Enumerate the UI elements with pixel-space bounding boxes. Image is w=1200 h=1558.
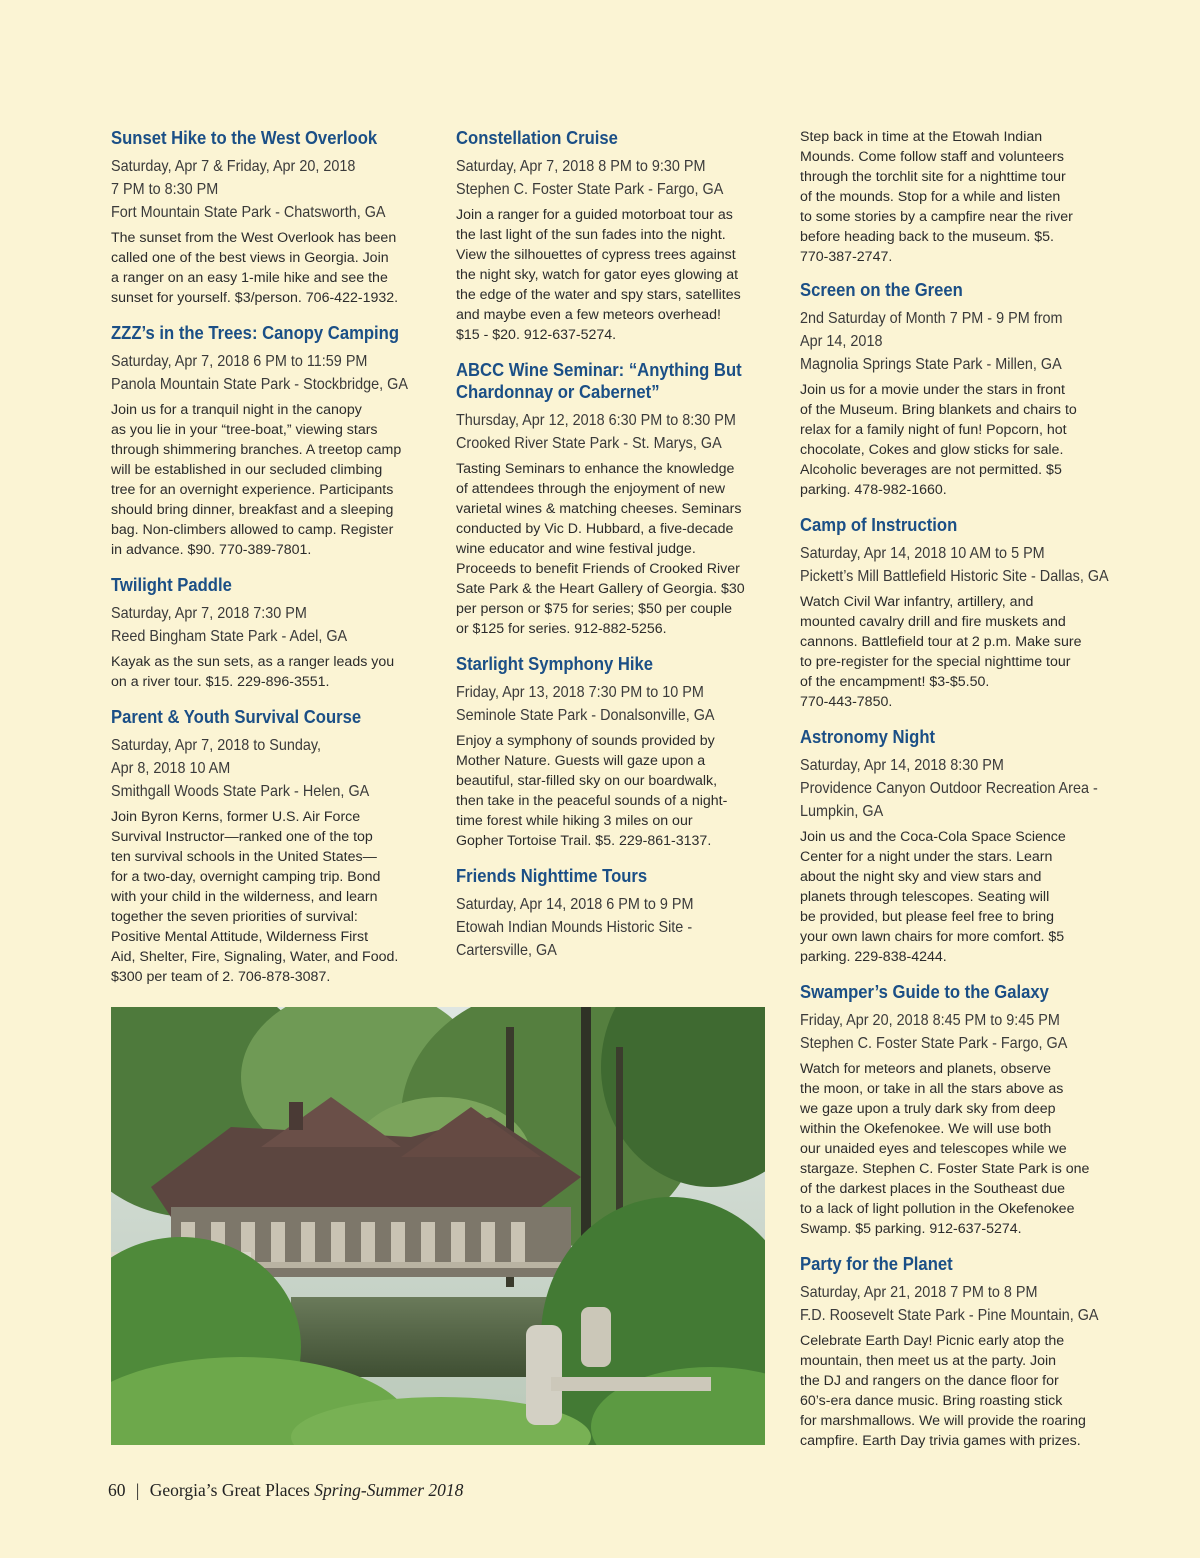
event-screen-on-green [800, 279, 1118, 500]
event-title: ZZZ’s in the Trees: Canopy Camping [111, 322, 400, 343]
event-canopy-camping [111, 322, 427, 560]
event-description: Celebrate Earth Day! Picnic early atop the mountain, then meet us at the party. Join the DJ and rangers on the dance floor for 60’s-era dance music. Bring roasting stick for marshmallows. We will provide the roaring campfire. Earth Day trivia games with prizes. [800, 1333, 1086, 1449]
event-title: Friends Nighttime Tours [456, 865, 648, 886]
event-title: Screen on the Green [800, 279, 963, 300]
event-survival-course [111, 706, 427, 987]
event-date-location: Saturday, Apr 7 & Friday, Apr 20, 2018 7 PM to 8:30 PM Fort Mountain State Park - Chatsworth, GA [111, 158, 386, 221]
event-description: Enjoy a symphony of sounds provided by Mother Nature. Guests will gaze upon a beautiful, star-filled sky on our boardwalk, then take in the peaceful sounds of a night- time forest while hiking 3 miles on our Gopher Tortoise Trail. $5. 229-861-3137. [456, 733, 728, 849]
event-date-location: Friday, Apr 20, 2018 8:45 PM to 9:45 PM Stephen C. Foster State Park - Fargo, GA [800, 1012, 1068, 1052]
event-description: Join us and the Coca-Cola Space Science Center for a night under the stars. Learn about the night sky and view stars and planets through telescopes. Seating will be provided, but please feel free to bring your own lawn chairs for more comfort. $5 parking. 229-838-4244. [800, 829, 1066, 965]
event-description: Join a ranger for a guided motorboat tour as the last light of the sun fades into the night. View the silhouettes of cypress trees against the night sky, watch for gator eyes glowing at the edge of the water and spy stars, satellites and maybe even a few meteors overhead! $15 - $20. 912-637-5274. [456, 207, 741, 343]
page-number: 60 [108, 1480, 126, 1500]
event-date-location: Friday, Apr 13, 2018 7:30 PM to 10 PM Seminole State Park - Donalsonville, GA [456, 684, 715, 724]
event-description: Join us for a movie under the stars in front of the Museum. Bring blankets and chairs to relax for a family night of fun! Popcorn, hot chocolate, Cokes and glow sticks for sale. Alcoholic beverages are not permitted. $5 parking. 478-982-1660. [800, 382, 1077, 498]
event-swampers-guide [800, 981, 1118, 1239]
event-title: Parent & Youth Survival Course [111, 706, 362, 727]
event-date-location: Saturday, Apr 7, 2018 7:30 PM Reed Bingham State Park - Adel, GA [111, 605, 348, 645]
event-date-location: Saturday, Apr 7, 2018 to Sunday, Apr 8, 2018 10 AM Smithgall Woods State Park - Helen, GA [111, 737, 370, 800]
event-description: Join Byron Kerns, former U.S. Air Force Survival Instructor—ranked one of the top ten survival schools in the United States— for a two-day, overnight camping trip. Bond with your child in the wilderness, and learn together the seven priorities of survival: Positive Mental Attitude, Wilderness First Aid, Shelter, Fire, Signaling, Water, and Food. $300 per team of 2. 706-878-3087. [111, 809, 399, 985]
event-party-for-planet [800, 1253, 1118, 1451]
event-date-location: Thursday, Apr 12, 2018 6:30 PM to 8:30 PM Crooked River State Park - St. Marys, GA [456, 412, 736, 452]
event-camp-of-instruction [800, 514, 1118, 712]
event-constellation-cruise [456, 127, 772, 345]
publication-name: Georgia’s Great Places [149, 1480, 310, 1500]
event-title: ABCC Wine Seminar: “Anything But Chardonnay or Cabernet” [456, 359, 742, 402]
lodge-forest-photo [111, 1007, 765, 1445]
event-continued-description: Step back in time at the Etowah Indian Mounds. Come follow staff and volunteers through the torchlit site for a nighttime tour of the mounds. Stop for a while and listen to some stories by a campfire near the river before heading back to the museum. $5. 770-387-2747. [800, 129, 1073, 265]
issue-name: Spring-Summer 2018 [314, 1480, 464, 1500]
page-footer [108, 1480, 463, 1501]
event-astronomy-night [800, 726, 1118, 967]
event-title: Twilight Paddle [111, 574, 232, 595]
event-description: Kayak as the sun sets, as a ranger leads you on a river tour. $15. 229-896-3551. [111, 654, 395, 690]
event-date-location: Saturday, Apr 14, 2018 6 PM to 9 PM Etowah Indian Mounds Historic Site - Cartersville, GA [456, 896, 694, 959]
event-description: Tasting Seminars to enhance the knowledge of attendees through the enjoyment of new varietal wines & matching cheeses. Seminars conducted by Vic D. Hubbard, a five-decade wine educator and wine festival judge. Proceeds to benefit Friends of Crooked River Sate Park & the Heart Gallery of Georgia. $30 per person or $75 for series; $50 per couple or $125 for series. 912-882-5256. [456, 461, 745, 637]
event-description: Watch Civil War infantry, artillery, and mounted cavalry drill and fire muskets and cannons. Battlefield tour at 2 p.m. Make sure to pre-register for the special nighttime tour of the encampment! $3-$5.50. 770-443-7850. [800, 594, 1082, 710]
event-title: Camp of Instruction [800, 514, 958, 535]
event-date-location: Saturday, Apr 14, 2018 10 AM to 5 PM Pickett’s Mill Battlefield Historic Site - Dallas, GA [800, 545, 1109, 585]
event-description: Watch for meteors and planets, observe the moon, or take in all the stars above as we gaze upon a truly dark sky from deep within the Okefenokee. We will use both our unaided eyes and telescopes while we stargaze. Stephen C. Foster State Park is one of the darkest places in the Southeast due to a lack of light pollution in the Okefenokee Swamp. $5 parking. 912-637-5274. [800, 1061, 1090, 1237]
footer-separator: | [135, 1480, 140, 1500]
event-title: Constellation Cruise [456, 127, 618, 148]
event-starlight-hike [456, 653, 772, 851]
event-date-location: Saturday, Apr 14, 2018 8:30 PM Providence Canyon Outdoor Recreation Area - Lumpkin, GA [800, 757, 1098, 820]
event-twilight-paddle [111, 574, 427, 692]
column-2 [456, 127, 772, 976]
column-1 [111, 127, 427, 1001]
event-friends-nighttime-tours [456, 865, 772, 962]
event-title: Astronomy Night [800, 726, 936, 747]
event-description: Join us for a tranquil night in the canopy as you lie in your “tree-boat,” viewing stars through shimmering branches. A treetop camp will be established in our secluded climbing tree for an overnight experience. Participants should bring dinner, breakfast and a sleeping bag. Non-climbers allowed to camp. Register in advance. $90. 770-389-7801. [111, 402, 402, 558]
event-title: Swamper’s Guide to the Galaxy [800, 981, 1049, 1002]
event-description: The sunset from the West Overlook has been called one of the best views in Georgia. Join a ranger on an easy 1-mile hike and see the sunset for yourself. $3/person. 706-422-1932. [111, 230, 399, 306]
event-date-location: Saturday, Apr 7, 2018 6 PM to 11:59 PM Panola Mountain State Park - Stockbridge, GA [111, 353, 408, 393]
event-title: Starlight Symphony Hike [456, 653, 654, 674]
event-date-location: Saturday, Apr 7, 2018 8 PM to 9:30 PM Stephen C. Foster State Park - Fargo, GA [456, 158, 724, 198]
event-title: Sunset Hike to the West Overlook [111, 127, 378, 148]
column-3 [800, 127, 1118, 1465]
event-wine-seminar [456, 359, 772, 639]
event-sunset-hike [111, 127, 427, 308]
event-date-location: Saturday, Apr 21, 2018 7 PM to 8 PM F.D. Roosevelt State Park - Pine Mountain, GA [800, 1284, 1099, 1324]
event-date-location: 2nd Saturday of Month 7 PM - 9 PM from Apr 14, 2018 Magnolia Springs State Park - Millen, GA [800, 310, 1063, 373]
event-title: Party for the Planet [800, 1253, 953, 1274]
